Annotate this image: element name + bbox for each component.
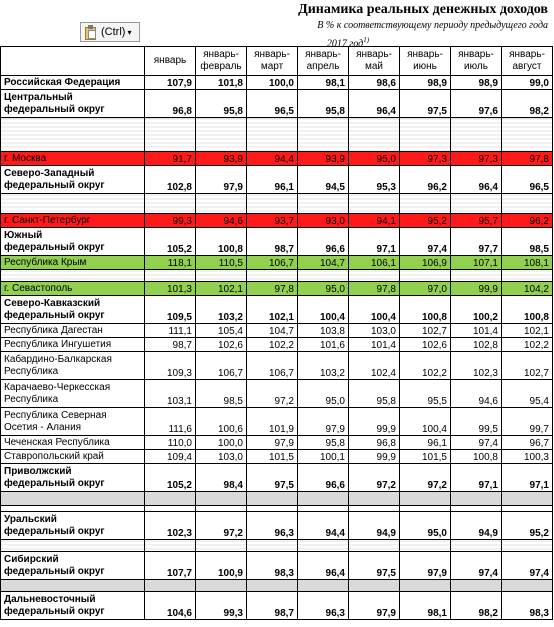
value-cell[interactable]: 100,6	[196, 408, 247, 436]
value-cell[interactable]	[502, 118, 553, 152]
region-name-cell[interactable]	[1, 270, 145, 282]
value-cell[interactable]: 95,8	[196, 90, 247, 118]
value-cell[interactable]	[502, 270, 553, 282]
value-cell[interactable]: 103,1	[145, 380, 196, 408]
value-cell[interactable]: 101,8	[196, 76, 247, 90]
value-cell[interactable]	[196, 194, 247, 214]
table-row	[1, 552, 553, 580]
value-cell[interactable]	[298, 270, 349, 282]
value-cell[interactable]: 97,9	[196, 166, 247, 194]
region-name-cell[interactable]: Северо-Западный федеральный округ	[1, 166, 145, 194]
value-cell[interactable]: 96,4	[451, 166, 502, 194]
value-cell[interactable]	[196, 492, 247, 506]
value-cell[interactable]: 101,3	[145, 282, 196, 296]
table-row	[1, 380, 553, 408]
region-name-cell[interactable]: Южный федеральный округ	[1, 228, 145, 256]
region-name-cell[interactable]: г. Севастополь	[1, 282, 145, 296]
value-cell[interactable]: 103,2	[196, 296, 247, 324]
value-cell[interactable]: 97,1	[349, 228, 400, 256]
value-cell[interactable]: 98,5	[502, 228, 553, 256]
value-cell[interactable]: 107,9	[145, 76, 196, 90]
value-cell[interactable]	[349, 492, 400, 506]
table-row	[1, 118, 553, 152]
value-cell[interactable]: 96,8	[145, 90, 196, 118]
value-cell[interactable]: 98,7	[145, 338, 196, 352]
table-row	[1, 152, 553, 166]
value-cell[interactable]	[502, 492, 553, 506]
value-cell[interactable]: 106,9	[400, 256, 451, 270]
value-cell[interactable]	[196, 540, 247, 552]
value-cell[interactable]	[349, 118, 400, 152]
value-cell[interactable]: 100,8	[196, 228, 247, 256]
value-cell[interactable]: 96,1	[247, 166, 298, 194]
region-name-cell[interactable]: Ставропольский край	[1, 450, 145, 464]
column-header-2[interactable]: январь- февраль	[196, 47, 247, 76]
value-cell[interactable]: 97,9	[247, 436, 298, 450]
value-cell[interactable]: 95,7	[451, 214, 502, 228]
value-cell[interactable]: 97,9	[298, 408, 349, 436]
value-cell[interactable]: 98,6	[349, 76, 400, 90]
value-cell[interactable]	[247, 540, 298, 552]
value-cell[interactable]: 101,4	[349, 338, 400, 352]
value-cell[interactable]	[400, 492, 451, 506]
value-cell[interactable]	[502, 194, 553, 214]
table-row	[1, 228, 553, 256]
value-cell[interactable]: 97,2	[196, 512, 247, 540]
value-cell[interactable]	[349, 194, 400, 214]
value-cell[interactable]: 95,0	[400, 512, 451, 540]
value-cell[interactable]	[451, 118, 502, 152]
value-cell[interactable]: 97,3	[400, 152, 451, 166]
table-row	[1, 214, 553, 228]
value-cell[interactable]: 94,6	[451, 380, 502, 408]
value-cell[interactable]: 95,8	[349, 380, 400, 408]
value-cell[interactable]: 107,7	[145, 552, 196, 580]
value-cell[interactable]: 103,0	[196, 450, 247, 464]
value-cell[interactable]: 96,3	[247, 512, 298, 540]
region-name-cell[interactable]: Республика Крым	[1, 256, 145, 270]
region-name-cell[interactable]	[1, 118, 145, 152]
value-cell[interactable]: 100,8	[451, 450, 502, 464]
value-cell[interactable]: 105,2	[145, 228, 196, 256]
value-cell[interactable]: 102,1	[196, 282, 247, 296]
value-cell[interactable]: 100,3	[502, 450, 553, 464]
value-cell[interactable]	[247, 194, 298, 214]
table-row	[1, 540, 553, 552]
value-cell[interactable]: 93,7	[247, 214, 298, 228]
value-cell[interactable]: 100,4	[298, 296, 349, 324]
table-row	[1, 580, 553, 592]
value-cell[interactable]	[145, 194, 196, 214]
value-cell[interactable]: 95,4	[502, 380, 553, 408]
value-cell[interactable]	[298, 118, 349, 152]
column-header-7[interactable]: январь- июль	[451, 47, 502, 76]
column-header-8[interactable]: январь- август	[502, 47, 553, 76]
value-cell[interactable]: 109,4	[145, 450, 196, 464]
value-cell[interactable]: 98,9	[400, 76, 451, 90]
value-cell[interactable]: 100,0	[247, 76, 298, 90]
value-cell[interactable]	[502, 540, 553, 552]
table-row	[1, 270, 553, 282]
value-cell[interactable]	[247, 492, 298, 506]
region-name-cell[interactable]: г. Санкт-Петербург	[1, 214, 145, 228]
value-cell[interactable]	[451, 194, 502, 214]
value-cell[interactable]: 97,2	[400, 464, 451, 492]
value-cell[interactable]: 102,1	[247, 296, 298, 324]
value-cell[interactable]: 104,7	[247, 324, 298, 338]
table-row	[1, 166, 553, 194]
value-cell[interactable]	[298, 580, 349, 592]
value-cell[interactable]: 99,7	[502, 408, 553, 436]
value-cell[interactable]: 94,6	[196, 214, 247, 228]
value-cell[interactable]: 100,4	[349, 296, 400, 324]
value-cell[interactable]: 95,8	[298, 436, 349, 450]
value-cell[interactable]	[349, 270, 400, 282]
value-cell[interactable]: 99,5	[451, 408, 502, 436]
column-header-1[interactable]: январь	[145, 47, 196, 76]
value-cell[interactable]: 94,9	[349, 512, 400, 540]
table-row	[1, 194, 553, 214]
value-cell[interactable]: 97,1	[451, 464, 502, 492]
value-cell[interactable]: 98,4	[196, 464, 247, 492]
value-cell[interactable]: 98,7	[247, 228, 298, 256]
value-cell[interactable]: 98,7	[247, 592, 298, 620]
value-cell[interactable]: 97,9	[349, 592, 400, 620]
value-cell[interactable]	[349, 540, 400, 552]
value-cell[interactable]: 102,2	[400, 352, 451, 380]
table-row	[1, 282, 553, 296]
column-header-row	[1, 47, 553, 76]
region-name-cell[interactable]: Сибирский федеральный округ	[1, 552, 145, 580]
table-row	[1, 338, 553, 352]
region-name-cell[interactable]: Приволжский федеральный округ	[1, 464, 145, 492]
value-cell[interactable]: 103,8	[298, 324, 349, 338]
value-cell[interactable]: 101,6	[298, 338, 349, 352]
value-cell[interactable]: 100,1	[298, 450, 349, 464]
value-cell[interactable]	[451, 270, 502, 282]
value-cell[interactable]: 104,7	[298, 256, 349, 270]
value-cell[interactable]: 96,1	[400, 436, 451, 450]
column-header-6[interactable]: январь- июнь	[400, 47, 451, 76]
value-cell[interactable]	[247, 580, 298, 592]
value-cell[interactable]: 97,2	[247, 380, 298, 408]
value-cell[interactable]	[145, 580, 196, 592]
value-cell[interactable]: 100,4	[400, 408, 451, 436]
value-cell[interactable]: 97,5	[400, 90, 451, 118]
table-row	[1, 296, 553, 324]
value-cell[interactable]: 98,9	[451, 76, 502, 90]
region-name-cell[interactable]: Российская Федерация	[1, 76, 145, 90]
value-cell[interactable]: 96,8	[349, 436, 400, 450]
value-cell[interactable]	[349, 580, 400, 592]
value-cell[interactable]: 105,4	[196, 324, 247, 338]
value-cell[interactable]: 104,6	[145, 592, 196, 620]
table-row	[1, 324, 553, 338]
value-cell[interactable]: 102,6	[196, 338, 247, 352]
value-cell[interactable]: 94,1	[349, 214, 400, 228]
value-cell[interactable]: 96,2	[400, 166, 451, 194]
region-name-cell[interactable]: Центральный федеральный округ	[1, 90, 145, 118]
value-cell[interactable]	[451, 492, 502, 506]
region-name-cell[interactable]: Республика Северная Осетия - Алания	[1, 408, 145, 436]
value-cell[interactable]: 95,0	[298, 282, 349, 296]
value-cell[interactable]: 99,0	[502, 76, 553, 90]
value-cell[interactable]: 97,4	[502, 552, 553, 580]
value-cell[interactable]: 97,5	[247, 464, 298, 492]
value-cell[interactable]: 97,0	[400, 282, 451, 296]
value-cell[interactable]	[400, 580, 451, 592]
value-cell[interactable]: 100,8	[502, 296, 553, 324]
value-cell[interactable]: 110,0	[145, 436, 196, 450]
value-cell[interactable]: 94,4	[247, 152, 298, 166]
value-cell[interactable]: 94,4	[298, 512, 349, 540]
value-cell[interactable]: 102,3	[451, 352, 502, 380]
value-cell[interactable]: 102,2	[247, 338, 298, 352]
value-cell[interactable]: 102,2	[502, 338, 553, 352]
value-cell[interactable]	[196, 118, 247, 152]
value-cell[interactable]	[145, 118, 196, 152]
region-name-cell[interactable]	[1, 580, 145, 592]
value-cell[interactable]: 95,8	[298, 90, 349, 118]
value-cell[interactable]: 102,6	[400, 338, 451, 352]
value-cell[interactable]: 96,3	[298, 592, 349, 620]
value-cell[interactable]: 102,7	[400, 324, 451, 338]
value-cell[interactable]: 102,4	[349, 352, 400, 380]
value-cell[interactable]	[400, 270, 451, 282]
value-cell[interactable]: 108,1	[502, 256, 553, 270]
table-row	[1, 352, 553, 380]
value-cell[interactable]	[502, 580, 553, 592]
value-cell[interactable]	[298, 194, 349, 214]
value-cell[interactable]: 94,5	[298, 166, 349, 194]
value-cell[interactable]: 107,1	[451, 256, 502, 270]
table-title: Динамика реальных денежных доходов	[298, 2, 548, 17]
value-cell[interactable]	[247, 118, 298, 152]
value-cell[interactable]: 106,1	[349, 256, 400, 270]
value-cell[interactable]: 106,7	[247, 256, 298, 270]
value-cell[interactable]	[451, 580, 502, 592]
value-cell[interactable]: 101,5	[247, 450, 298, 464]
table-row	[1, 256, 553, 270]
value-cell[interactable]: 91,7	[145, 152, 196, 166]
value-cell[interactable]: 109,5	[145, 296, 196, 324]
value-cell[interactable]: 95,3	[349, 166, 400, 194]
value-cell[interactable]	[400, 540, 451, 552]
value-cell[interactable]: 102,8	[145, 166, 196, 194]
table-row	[1, 464, 553, 492]
value-cell[interactable]: 109,3	[145, 352, 196, 380]
value-cell[interactable]: 98,2	[451, 592, 502, 620]
value-cell[interactable]: 93,9	[196, 152, 247, 166]
value-cell[interactable]: 93,9	[298, 152, 349, 166]
value-cell[interactable]: 97,8	[502, 152, 553, 166]
value-cell[interactable]: 97,6	[451, 90, 502, 118]
value-cell[interactable]: 97,2	[349, 464, 400, 492]
table-subtitle: В % к соответствующему периоду предыдущего года	[317, 20, 548, 31]
table-row	[1, 408, 553, 436]
region-name-cell[interactable]: г. Москва	[1, 152, 145, 166]
value-cell[interactable]: 103,0	[349, 324, 400, 338]
value-cell[interactable]: 99,3	[196, 592, 247, 620]
value-cell[interactable]	[145, 270, 196, 282]
table-row	[1, 592, 553, 620]
table-row	[1, 76, 553, 90]
value-cell[interactable]: 105,2	[145, 464, 196, 492]
value-cell[interactable]	[298, 492, 349, 506]
value-cell[interactable]: 101,5	[400, 450, 451, 464]
value-cell[interactable]	[451, 540, 502, 552]
value-cell[interactable]: 95,2	[502, 512, 553, 540]
region-name-cell[interactable]: Республика Дагестан	[1, 324, 145, 338]
value-cell[interactable]: 100,8	[400, 296, 451, 324]
value-cell[interactable]: 98,1	[298, 76, 349, 90]
value-cell[interactable]: 96,6	[298, 464, 349, 492]
value-cell[interactable]	[145, 540, 196, 552]
value-cell[interactable]: 96,2	[502, 214, 553, 228]
value-cell[interactable]: 106,7	[196, 352, 247, 380]
value-cell[interactable]: 100,9	[196, 552, 247, 580]
column-header-4[interactable]: январь- апрель	[298, 47, 349, 76]
value-cell[interactable]: 118,1	[145, 256, 196, 270]
value-cell[interactable]: 99,9	[349, 408, 400, 436]
region-name-cell[interactable]	[1, 194, 145, 214]
value-cell[interactable]: 97,7	[451, 228, 502, 256]
value-cell[interactable]: 96,4	[349, 90, 400, 118]
value-cell[interactable]: 98,2	[502, 90, 553, 118]
region-name-cell[interactable]	[1, 492, 145, 506]
region-name-cell[interactable]	[1, 540, 145, 552]
value-cell[interactable]: 102,8	[451, 338, 502, 352]
region-name-cell[interactable]: Карачаево-Черкесская Республика	[1, 380, 145, 408]
region-name-cell[interactable]: Дальневосточный федеральный округ	[1, 592, 145, 620]
value-cell[interactable]: 98,3	[502, 592, 553, 620]
table-row	[1, 436, 553, 450]
value-cell[interactable]: 97,1	[502, 464, 553, 492]
column-header-5[interactable]: январь- май	[349, 47, 400, 76]
value-cell[interactable]: 95,5	[400, 380, 451, 408]
value-cell[interactable]: 97,4	[451, 552, 502, 580]
region-name-cell[interactable]: Кабардино-Балкарская Республика	[1, 352, 145, 380]
value-cell[interactable]: 99,9	[349, 450, 400, 464]
value-cell[interactable]: 97,3	[451, 152, 502, 166]
clipboard-icon	[84, 25, 98, 40]
region-name-cell[interactable]: Чеченская Республика	[1, 436, 145, 450]
header-corner-cell[interactable]	[1, 47, 145, 76]
value-cell[interactable]: 102,3	[145, 512, 196, 540]
value-cell[interactable]: 97,8	[247, 282, 298, 296]
value-cell[interactable]: 98,3	[247, 552, 298, 580]
value-cell[interactable]: 106,7	[247, 352, 298, 380]
value-cell[interactable]: 103,2	[298, 352, 349, 380]
value-cell[interactable]	[145, 492, 196, 506]
value-cell[interactable]: 95,2	[400, 214, 451, 228]
value-cell[interactable]: 97,9	[400, 552, 451, 580]
region-name-cell[interactable]: Северо-Кавказский федеральный округ	[1, 296, 145, 324]
value-cell[interactable]	[247, 270, 298, 282]
table-row	[1, 512, 553, 540]
table-row	[1, 492, 553, 506]
value-cell[interactable]: 98,5	[196, 380, 247, 408]
value-cell[interactable]: 96,4	[298, 552, 349, 580]
column-header-3[interactable]: январь- март	[247, 47, 298, 76]
value-cell[interactable]: 96,5	[502, 166, 553, 194]
value-cell[interactable]: 97,4	[400, 228, 451, 256]
value-cell[interactable]: 96,6	[298, 228, 349, 256]
value-cell[interactable]: 95,0	[349, 152, 400, 166]
region-name-cell[interactable]: Республика Ингушетия	[1, 338, 145, 352]
value-cell[interactable]: 101,9	[247, 408, 298, 436]
table-row	[1, 90, 553, 118]
year-footnote-mark: 1)	[363, 36, 370, 44]
value-cell[interactable]	[400, 118, 451, 152]
value-cell[interactable]: 111,6	[145, 408, 196, 436]
region-name-cell[interactable]: Уральский федеральный округ	[1, 512, 145, 540]
value-cell[interactable]: 97,5	[349, 552, 400, 580]
value-cell[interactable]: 97,4	[451, 436, 502, 450]
value-cell[interactable]: 110,5	[196, 256, 247, 270]
value-cell[interactable]: 99,3	[145, 214, 196, 228]
data-table	[0, 46, 553, 620]
year-label: 2017 год	[326, 38, 364, 50]
value-cell[interactable]: 98,1	[400, 592, 451, 620]
value-cell[interactable]: 96,5	[247, 90, 298, 118]
value-cell[interactable]	[196, 580, 247, 592]
value-cell[interactable]	[298, 540, 349, 552]
value-cell[interactable]: 94,9	[451, 512, 502, 540]
paste-options-button[interactable]	[80, 22, 140, 42]
value-cell[interactable]: 104,2	[502, 282, 553, 296]
value-cell[interactable]: 102,1	[502, 324, 553, 338]
value-cell[interactable]: 111,1	[145, 324, 196, 338]
chevron-down-icon: ▾	[127, 27, 132, 37]
table-row	[1, 450, 553, 464]
paste-options-label: (Ctrl)	[101, 26, 126, 38]
value-cell[interactable]: 93,0	[298, 214, 349, 228]
value-cell[interactable]: 100,2	[451, 296, 502, 324]
value-cell[interactable]: 95,0	[298, 380, 349, 408]
value-cell[interactable]	[196, 270, 247, 282]
value-cell[interactable]: 102,7	[502, 352, 553, 380]
value-cell[interactable]: 100,0	[196, 436, 247, 450]
value-cell[interactable]	[400, 194, 451, 214]
value-cell[interactable]: 101,4	[451, 324, 502, 338]
value-cell[interactable]: 99,9	[451, 282, 502, 296]
value-cell[interactable]: 97,8	[349, 282, 400, 296]
value-cell[interactable]: 96,7	[502, 436, 553, 450]
